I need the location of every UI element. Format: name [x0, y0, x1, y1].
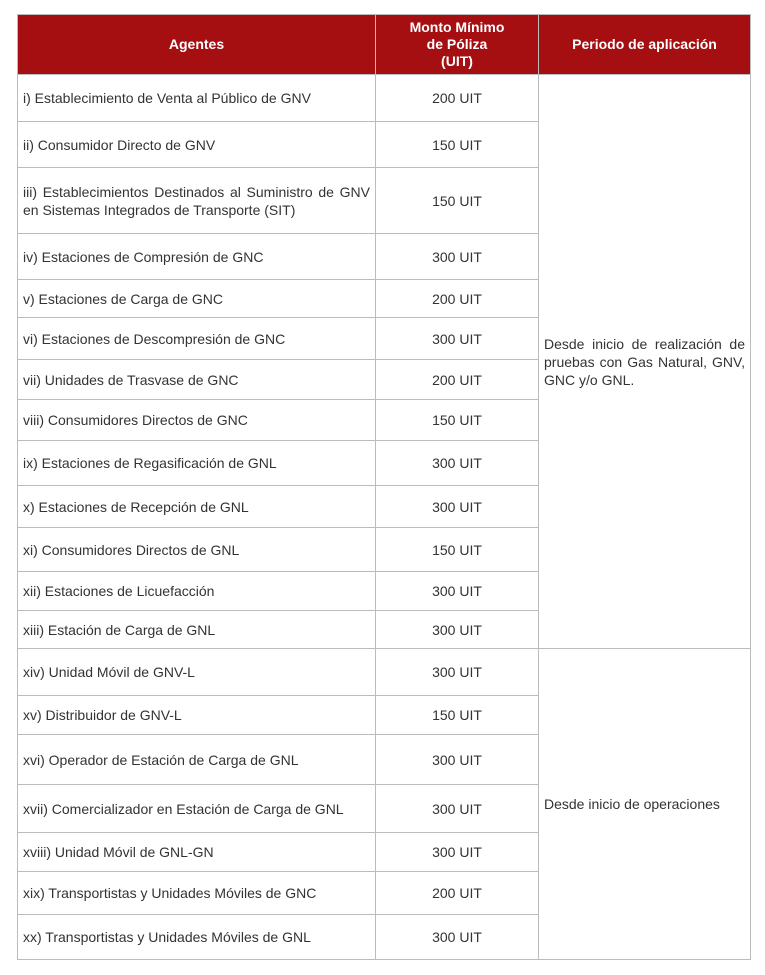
agent-cell: v) Estaciones de Carga de GNC [18, 280, 376, 318]
agent-cell: x) Estaciones de Recepción de GNL [18, 486, 376, 528]
agents-table [17, 14, 751, 960]
monto-cell: 300 UIT [376, 486, 539, 528]
monto-cell: 300 UIT [376, 234, 539, 280]
agent-cell: xii) Estaciones de Licuefacción [18, 572, 376, 611]
monto-cell: 300 UIT [376, 572, 539, 611]
agent-cell: viii) Consumidores Directos de GNC [18, 400, 376, 441]
header-periodo: Periodo de aplicación [539, 15, 751, 75]
monto-cell: 300 UIT [376, 833, 539, 872]
monto-cell: 200 UIT [376, 75, 539, 122]
header-monto [376, 15, 539, 75]
monto-cell: 300 UIT [376, 611, 539, 649]
agent-cell: i) Establecimiento de Venta al Público de GNV [18, 75, 376, 122]
agent-cell: ix) Estaciones de Regasificación de GNL [18, 441, 376, 486]
monto-cell: 300 UIT [376, 441, 539, 486]
monto-cell: 150 UIT [376, 400, 539, 441]
agent-cell: xiii) Estación de Carga de GNL [18, 611, 376, 649]
header-agentes: Agentes [18, 15, 376, 75]
agent-cell: xix) Transportistas y Unidades Móviles de GNC [18, 872, 376, 915]
header-monto-line: (UIT) [441, 53, 473, 69]
agent-cell: xvi) Operador de Estación de Carga de GNL [18, 735, 376, 785]
agent-cell: xv) Distribuidor de GNV-L [18, 696, 376, 735]
monto-cell: 150 UIT [376, 122, 539, 168]
periodo-cell-operaciones: Desde inicio de operaciones [539, 649, 751, 960]
periodo-cell-pruebas: Desde inicio de realización de pruebas con Gas Natural, GNV, GNC y/o GNL. [539, 75, 751, 649]
monto-cell: 300 UIT [376, 735, 539, 785]
monto-cell: 150 UIT [376, 696, 539, 735]
agent-cell: xiv) Unidad Móvil de GNV-L [18, 649, 376, 696]
header-row [18, 15, 751, 75]
agent-cell: iv) Estaciones de Compresión de GNC [18, 234, 376, 280]
monto-cell: 300 UIT [376, 318, 539, 360]
table-row [18, 75, 751, 122]
agent-cell: xviii) Unidad Móvil de GNL-GN [18, 833, 376, 872]
monto-cell: 200 UIT [376, 872, 539, 915]
table-row [18, 649, 751, 696]
monto-cell: 200 UIT [376, 280, 539, 318]
agent-cell: vii) Unidades de Trasvase de GNC [18, 360, 376, 400]
monto-cell: 300 UIT [376, 915, 539, 960]
agent-cell: xvii) Comercializador en Estación de Carga de GNL [18, 785, 376, 833]
monto-cell: 200 UIT [376, 360, 539, 400]
monto-cell: 150 UIT [376, 528, 539, 572]
monto-cell: 300 UIT [376, 649, 539, 696]
header-monto-line: Monto Mínimo [409, 19, 505, 35]
agent-cell: ii) Consumidor Directo de GNV [18, 122, 376, 168]
agent-cell: vi) Estaciones de Descompresión de GNC [18, 318, 376, 360]
agent-cell: xi) Consumidores Directos de GNL [18, 528, 376, 572]
monto-cell: 150 UIT [376, 168, 539, 234]
agent-cell: xx) Transportistas y Unidades Móviles de GNL [18, 915, 376, 960]
agent-cell: iii) Establecimientos Destinados al Suministro de GNV en Sistemas Integrados de Transporte (SIT) [18, 168, 376, 234]
header-monto-line: de Póliza [426, 36, 488, 52]
monto-cell: 300 UIT [376, 785, 539, 833]
